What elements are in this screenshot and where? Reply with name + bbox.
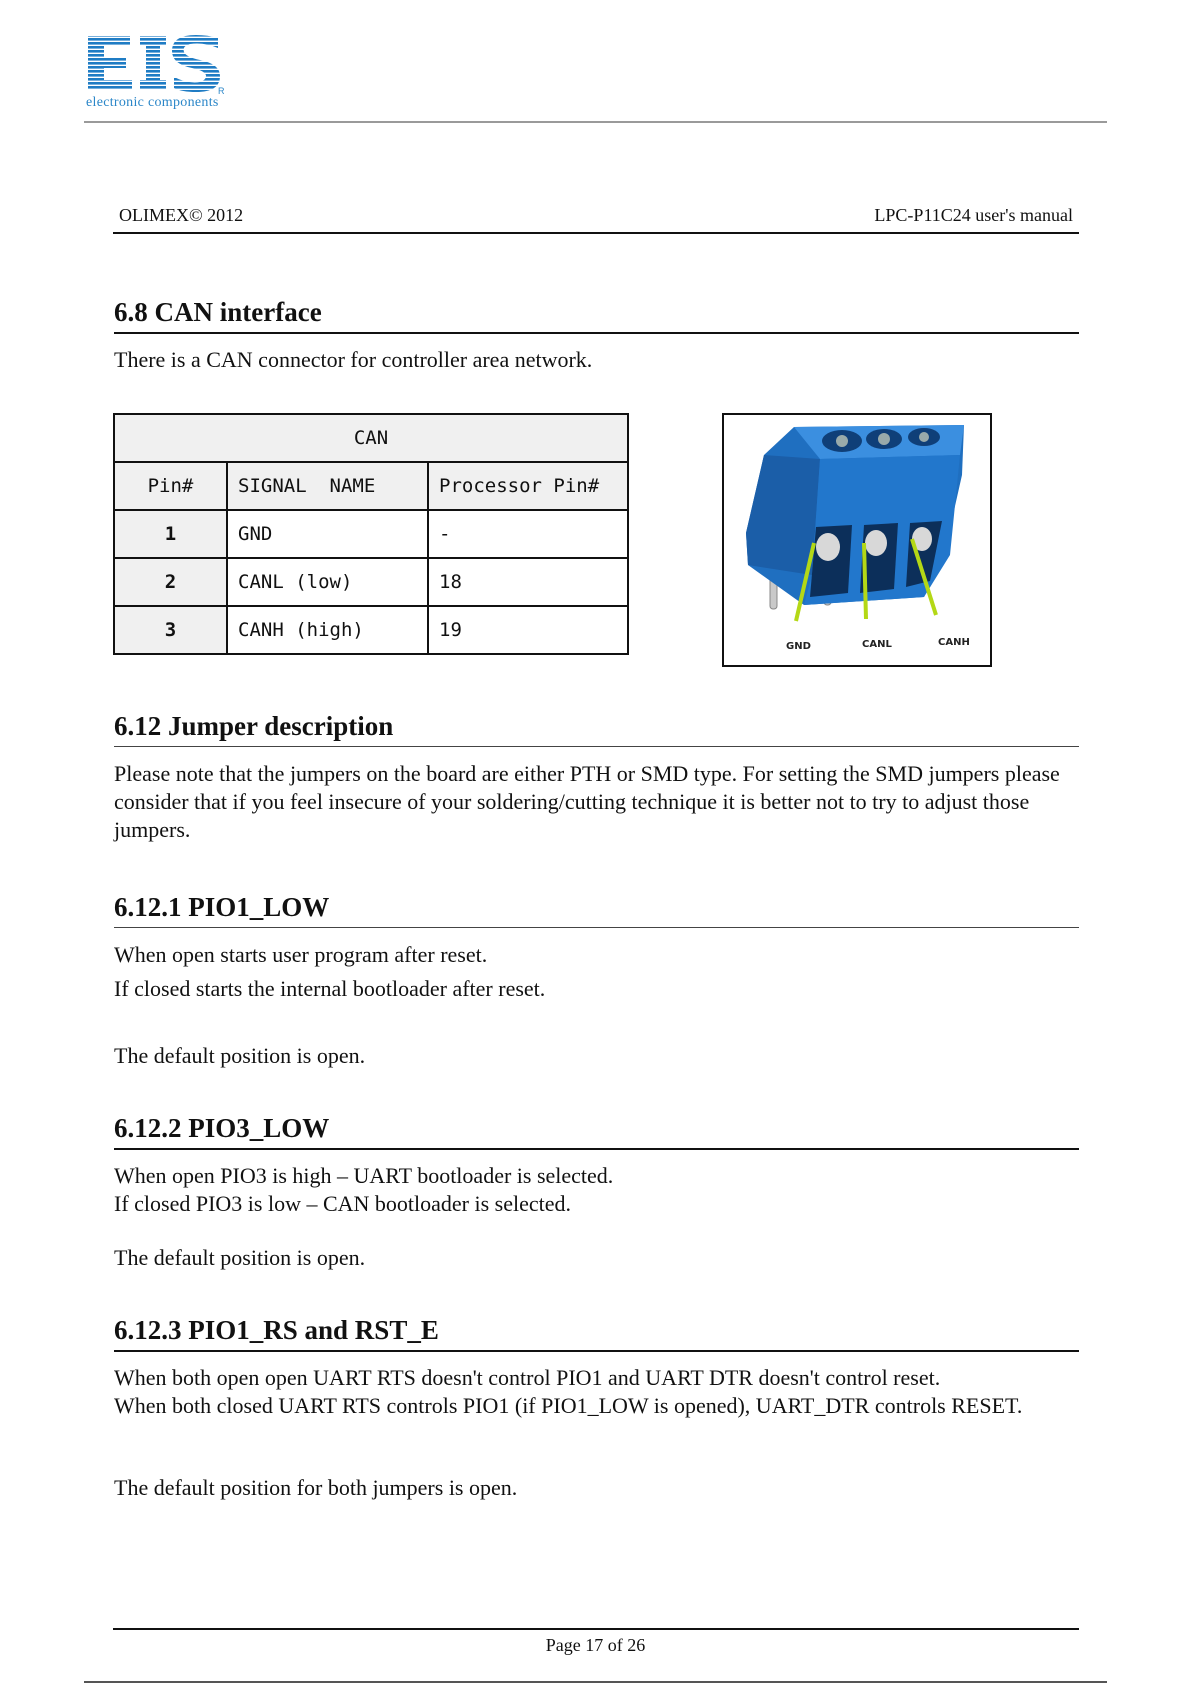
company-logo	[86, 30, 236, 118]
top-divider	[84, 121, 1107, 123]
heading-pio1-rs-rst-e: 6.12.3 PIO1_RS and RST_E	[114, 1314, 1079, 1352]
pio3-default: The default position is open.	[114, 1245, 366, 1270]
rs-line2: When both closed UART RTS controls PIO1 (if PIO1_LOW is opened), UART_DTR controls RESET.	[114, 1393, 1023, 1418]
header-divider	[113, 232, 1079, 234]
jumper-description-text: Please note that the jumpers on the board are either PTH or SMD type. For setting the SMD jumpers please consider that if you feel insecure of your soldering/cutting technique it is better not to try to adjust those jumpers.	[114, 761, 1060, 842]
heading-jumper-description: 6.12 Jumper description	[114, 710, 1079, 747]
bottom-divider	[84, 1681, 1107, 1683]
col-header-processor-pin: Processor Pin#	[428, 462, 628, 510]
pio3-line1: When open PIO3 is high – UART bootloader is selected.	[114, 1163, 614, 1188]
cell-processor-pin: -	[428, 510, 628, 558]
eis-logo-mark	[86, 30, 226, 96]
heading-can-interface: 6.8 CAN interface	[114, 296, 1079, 334]
label-canh: CANH	[938, 637, 970, 648]
pio3-line2: If closed PIO3 is low – CAN bootloader is selected.	[114, 1191, 572, 1216]
cell-signal: GND	[227, 510, 428, 558]
cell-pin: 1	[114, 510, 227, 558]
page-number: Page 17 of 26	[545, 1635, 646, 1655]
table-title-row	[114, 414, 628, 462]
header-right: LPC-P11C24 user's manual	[874, 205, 1073, 225]
can-intro-text: There is a CAN connector for controller area network.	[114, 347, 593, 372]
col-header-signal: SIGNAL NAME	[227, 462, 428, 510]
can-pin-table	[113, 413, 629, 655]
pio1-line1: When open starts user program after reset.	[114, 942, 488, 967]
terminal-block-illustration	[724, 415, 990, 665]
col-header-pin: Pin#	[114, 462, 227, 510]
footer-divider	[113, 1628, 1079, 1630]
label-gnd: GND	[786, 641, 811, 652]
pio1-default: The default position is open.	[114, 1043, 366, 1068]
rs-line1: When both open open UART RTS doesn't control PIO1 and UART DTR doesn't control reset.	[114, 1365, 941, 1390]
heading-pio1-low: 6.12.1 PIO1_LOW	[114, 891, 1079, 928]
table-row	[114, 510, 628, 558]
table-row	[114, 558, 628, 606]
cell-pin: 3	[114, 606, 227, 654]
table-title: CAN	[114, 414, 628, 462]
rs-default: The default position for both jumpers is open.	[114, 1475, 518, 1500]
header-left: OLIMEX© 2012	[119, 205, 244, 225]
registered-mark: R	[218, 86, 225, 96]
cell-processor-pin: 18	[428, 558, 628, 606]
table-row	[114, 606, 628, 654]
cell-processor-pin: 19	[428, 606, 628, 654]
logo-subtitle: electronic components	[86, 95, 219, 110]
heading-pio3-low: 6.12.2 PIO3_LOW	[114, 1112, 1079, 1150]
pio1-line2: If closed starts the internal bootloader after reset.	[114, 976, 546, 1001]
table-header-row	[114, 462, 628, 510]
cell-signal: CANL (low)	[227, 558, 428, 606]
can-connector-image	[722, 413, 992, 667]
cell-pin: 2	[114, 558, 227, 606]
cell-signal: CANH (high)	[227, 606, 428, 654]
label-canl: CANL	[862, 639, 892, 650]
